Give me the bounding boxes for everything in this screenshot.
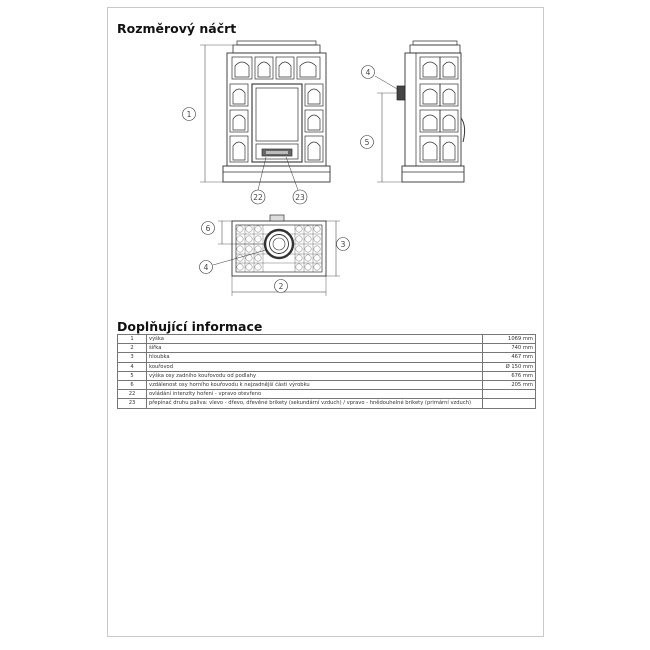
spec-value: 676 mm — [483, 371, 536, 380]
spec-number: 5 — [118, 371, 147, 380]
table-row — [118, 335, 536, 344]
spec-number: 3 — [118, 353, 147, 362]
spec-value: 740 mm — [483, 344, 536, 353]
spec-value — [483, 390, 536, 399]
callout-23-label: 23 — [295, 193, 305, 202]
spec-description: hloubka — [147, 353, 483, 362]
callout-2-label: 2 — [278, 282, 284, 291]
callout-1-label: 1 — [186, 110, 192, 119]
callout-5-label: 5 — [364, 138, 370, 147]
callout-4-top-label: 4 — [203, 263, 209, 272]
spec-description: přepínač druhu paliva: vlevo - dřevo, dřevěné brikety (sekundární vzduch) / vpravo - hnědouhelné brikety (primární vzduch) — [147, 399, 483, 408]
spec-description: kouřovod — [147, 362, 483, 371]
spec-description: výška — [147, 335, 483, 344]
table-row — [118, 344, 536, 353]
front-view — [200, 41, 330, 190]
table-row — [118, 353, 536, 362]
spec-value: 205 mm — [483, 380, 536, 389]
spec-description: šířka — [147, 344, 483, 353]
table-row — [118, 390, 536, 399]
side-view — [375, 41, 465, 182]
spec-number: 2 — [118, 344, 147, 353]
sketch-heading: Rozměrový náčrt — [117, 21, 237, 36]
spec-number: 22 — [118, 390, 147, 399]
spec-value — [483, 399, 536, 408]
spec-table — [117, 334, 536, 409]
spec-description: výška osy zadního kouřovodu od podlahy — [147, 371, 483, 380]
callout-3-label: 3 — [340, 240, 346, 249]
table-row — [118, 362, 536, 371]
info-heading: Doplňující informace — [117, 319, 263, 334]
table-row — [118, 371, 536, 380]
spec-value: 467 mm — [483, 353, 536, 362]
callout-4-side-label: 4 — [365, 68, 371, 77]
spec-description: ovládání intenzity hoření - vpravo otevřeno — [147, 390, 483, 399]
spec-value: Ø 150 mm — [483, 362, 536, 371]
callout-6-label: 6 — [205, 224, 211, 233]
spec-number: 23 — [118, 399, 147, 408]
table-row — [118, 399, 536, 408]
spec-number: 6 — [118, 380, 147, 389]
table-row — [118, 380, 536, 389]
spec-value: 1069 mm — [483, 335, 536, 344]
spec-number: 4 — [118, 362, 147, 371]
spec-number: 1 — [118, 335, 147, 344]
spec-description: vzdálenost osy horního kouřovodu k nejzadnější části výrobku — [147, 380, 483, 389]
callout-22-label: 22 — [253, 193, 263, 202]
